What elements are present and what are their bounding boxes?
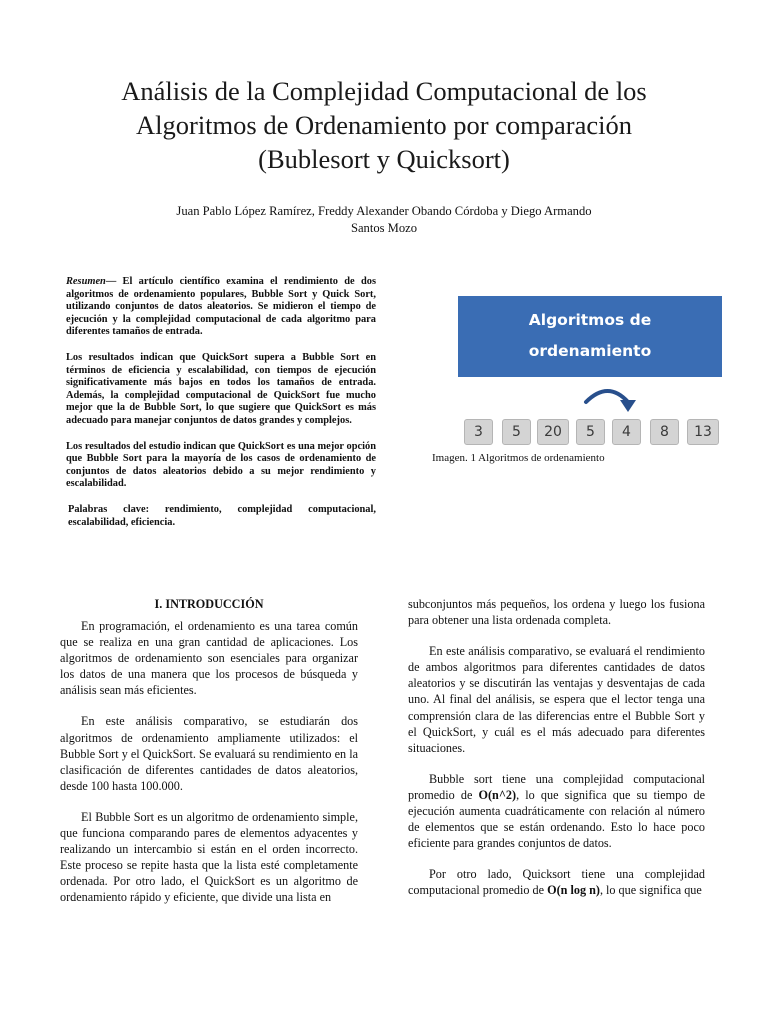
right-paragraph-4 [408,866,705,898]
array-cell: 8 [650,419,679,445]
abstract-paragraph-1 [66,276,376,339]
figure-banner [458,296,722,377]
array-cell: 5 [576,419,605,445]
quick-complexity-text-a: Por otro lado, Quicksort tiene una complejidad computacional promedio de [408,867,705,898]
array-cell: 3 [464,419,493,445]
author-list [100,203,668,237]
title-line-3: (Bublesort y Quicksort) [258,144,510,174]
right-paragraph-3 [408,771,705,851]
banner-line-2: ordenamiento [528,342,652,360]
intro-paragraph-1: En programación, el ordenamiento es una tarea común que se realiza en una gran cantidad de aplicaciones. Los algoritmos de ordenamiento son esenciales para organizar los datos de una manera que los procesos de búsqueda y análisis sean más eficientes. [60,619,358,698]
array-cell: 20 [537,419,569,445]
curved-arrow-icon [580,384,642,418]
quick-complexity-formula: O(n log n) [547,883,600,898]
bubble-complexity-text-b: , lo que significa que su tiempo de ejecución aumenta cuadráticamente con relación al número de elementos que se están ordenando. Esto lo hace poco eficiente para grandes conjuntos de datos. [408,787,705,851]
keywords: Palabras clave: rendimiento, complejidad computacional, escalabilidad, eficiencia. [68,503,376,528]
abstract [66,276,376,542]
authors-line-2: Santos Mozo [350,221,418,235]
figure-caption: Imagen. 1 Algoritmos de ordenamiento [432,452,605,464]
title-line-2: Algoritmos de Ordenamiento por comparación [136,110,632,140]
paper-title [40,74,728,176]
abstract-paragraph-2: Los resultados indican que QuickSort supera a Bubble Sort en términos de eficiencia y escalabilidad, con tiempos de ejecución significativamente más bajos en todos los tamaños de entrada. Además, la complejidad computacional de QuickSort fue mucho mejor que la de Bubble Sort, lo que sugiere que QuickSort es más adecuado para manejar conjuntos de datos grandes y complejos. [66,351,376,426]
abstract-text-1: — El artículo científico examina el rendimiento de dos algoritmos de ordenamiento populares, Bubble Sort y Quick Sort, utilizando conjuntos de datos aleatorios. Se midieron el tiempo de ejecución y la complejidad computacional de cada algoritmo para diferentes tamaños de entrada. [66,276,376,338]
right-column [408,596,705,914]
right-paragraph-1: subconjuntos más pequeños, los ordena y luego los fusiona para obtener una lista ordenada completa. [408,597,705,628]
section-heading-introduccion: I. INTRODUCCIÓN [154,597,264,611]
right-paragraph-2: En este análisis comparativo, se evaluará el rendimiento de ambos algoritmos para diferentes cantidades de datos aleatorios y se discutirán las ventajas y desventajas de cada uno. Al final del análisis, se espera que el lector tenga una comprensión clara de las diferencias entre el Bubble Sort y el QuickSort, y cuál es el más adecuado para diferentes situaciones. [408,644,705,755]
authors-line-1: Juan Pablo López Ramírez, Freddy Alexander Obando Córdoba y Diego Armando [176,204,592,218]
array-cell: 13 [687,419,719,445]
title-line-1: Análisis de la Complejidad Computacional de los [121,76,647,106]
bubble-complexity-formula: O(n^2) [478,787,517,802]
bubble-complexity-text-a: Bubble sort tiene una complejidad computacional promedio de [408,771,705,802]
array-cell: 5 [502,419,531,445]
banner-line-1: Algoritmos de [528,311,652,329]
array-cell: 4 [612,419,641,445]
abstract-lead: Resumen [66,276,106,287]
intro-paragraph-2: En este análisis comparativo, se estudiarán dos algoritmos de ordenamiento ampliamente utilizados: el Bubble Sort y el QuickSort. Se evaluará su rendimiento en la clasificación de diferentes cantidades de datos aleatorios, desde 100 hasta 100.000. [60,714,358,793]
intro-paragraph-3: El Bubble Sort es un algoritmo de ordenamiento simple, que funciona comparando pares de elementos adyacentes y realizando un intercambio si están en el orden incorrecto. Este proceso se repite hasta que la lista esté completamente ordenada. Por otro lado, el QuickSort es un algoritmo de ordenamiento rápido y eficiente, que divide una lista en [60,809,358,905]
left-column [60,596,358,921]
abstract-paragraph-3: Los resultados del estudio indican que QuickSort es una mejor opción que Bubble Sort para la mayoría de los casos de ordenamiento de conjuntos de datos aleatorios debido a su mejor rendimiento y escalabilidad. [66,440,376,490]
quick-complexity-text-b: , lo que significa que [599,883,702,898]
